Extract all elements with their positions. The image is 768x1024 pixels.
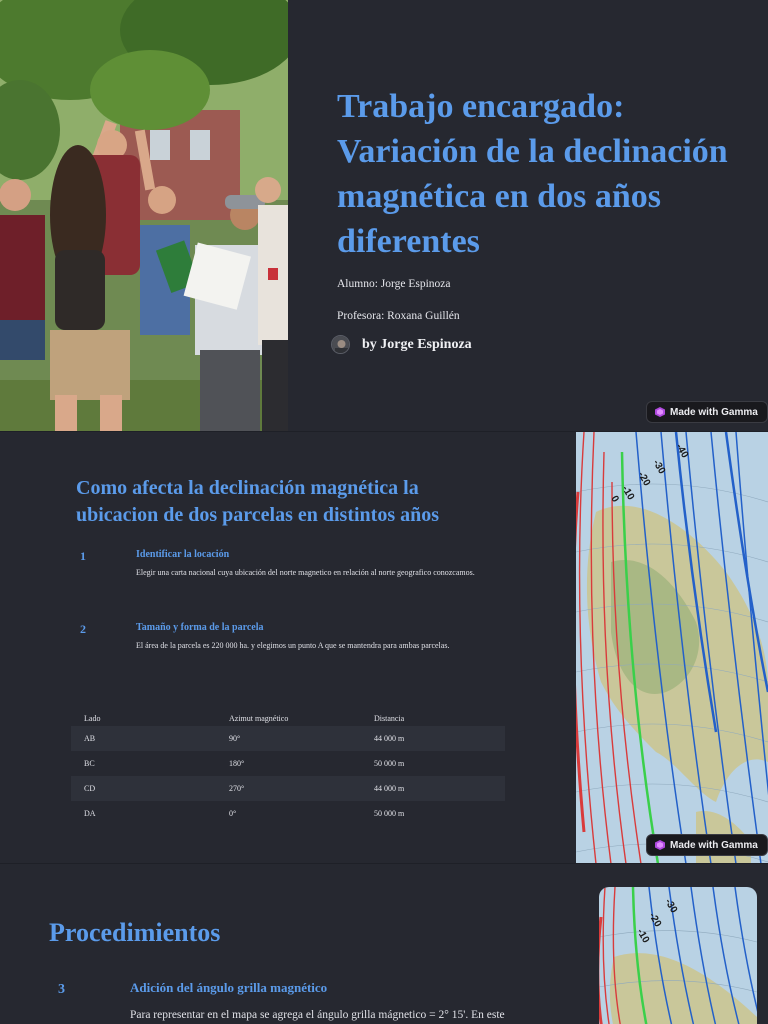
table-cell: BC (84, 759, 95, 768)
column-header: Distancia (374, 713, 405, 723)
declination-map (599, 887, 757, 1024)
map-label: -20 (646, 911, 664, 930)
map-label: -10 (634, 927, 652, 946)
declination-slide (0, 432, 768, 864)
gamma-logo-icon (655, 407, 665, 417)
step-description: Para representar en el mapa se agrega el ángulo grilla mágnetico = 2° 15'. En este (130, 1009, 505, 1021)
made-with-gamma-badge[interactable] (646, 401, 768, 423)
gamma-logo-icon (655, 840, 665, 850)
students-photo (0, 0, 288, 432)
table-cell: 44 000 m (361, 726, 505, 751)
author-byline[interactable] (331, 335, 472, 354)
made-with-gamma-badge[interactable] (646, 834, 768, 856)
table-cell: 90° (216, 726, 361, 751)
byline-text: by Jorge Espinoza (362, 336, 472, 352)
table-cell: DA (84, 809, 96, 818)
title-slide (0, 0, 768, 432)
map-label: -40 (673, 442, 691, 461)
table-row (71, 726, 505, 751)
table-cell: 0° (229, 809, 237, 818)
map-label: -10 (619, 484, 637, 503)
presentation-title: Trabajo encargado: Variación de la declinación magnética en dos años diferentes (337, 88, 728, 260)
column-header: Lado (84, 713, 101, 723)
table-cell: AB (71, 726, 216, 751)
declination-map (576, 432, 768, 864)
badge-label: Made with Gamma (670, 406, 758, 418)
step-number: 1 (80, 549, 86, 563)
slide-title: Procedimientos (49, 918, 221, 947)
table-cell: 50 000 m (374, 809, 405, 818)
table-cell: 44 000 m (361, 776, 505, 801)
table-cell: 270° (216, 776, 361, 801)
step-number: 3 (58, 982, 65, 997)
step-title: Identificar la locación (136, 549, 230, 560)
column-header: Azimut magnético (229, 713, 289, 723)
table-row (71, 751, 505, 776)
step-number: 2 (80, 622, 86, 636)
map-label: -30 (650, 458, 668, 477)
slide-title: Como afecta la declinación magnética la ubicacion de dos parcelas en distintos años (76, 477, 440, 526)
table-cell: 180° (229, 759, 245, 768)
step-description: El área de la parcela es 220 000 ha. y elegimos un punto A que se mantendra para ambas parcelas. (136, 641, 450, 650)
procedures-slide (0, 864, 768, 1024)
map-label: 0 (608, 494, 621, 505)
table-row (71, 776, 505, 801)
map-label: -20 (635, 470, 653, 489)
table-cell: 50 000 m (374, 759, 405, 768)
step-title: Adición del ángulo grilla magnético (130, 980, 328, 995)
student-name: Alumno: Jorge Espinoza (337, 278, 451, 290)
step-title: Tamaño y forma de la parcela (136, 622, 264, 633)
map-label: -30 (662, 897, 680, 916)
table-row (71, 801, 505, 826)
teacher-name: Profesora: Roxana Guillén (337, 310, 460, 322)
badge-label: Made with Gamma (670, 839, 758, 851)
avatar (331, 335, 350, 354)
table-header-row (71, 710, 505, 726)
table-cell: CD (71, 776, 216, 801)
parcel-table (71, 710, 505, 826)
step-description: Elegir una carta nacional cuya ubicación del norte magnetico en relación al norte geografico conozcamos. (136, 568, 475, 577)
